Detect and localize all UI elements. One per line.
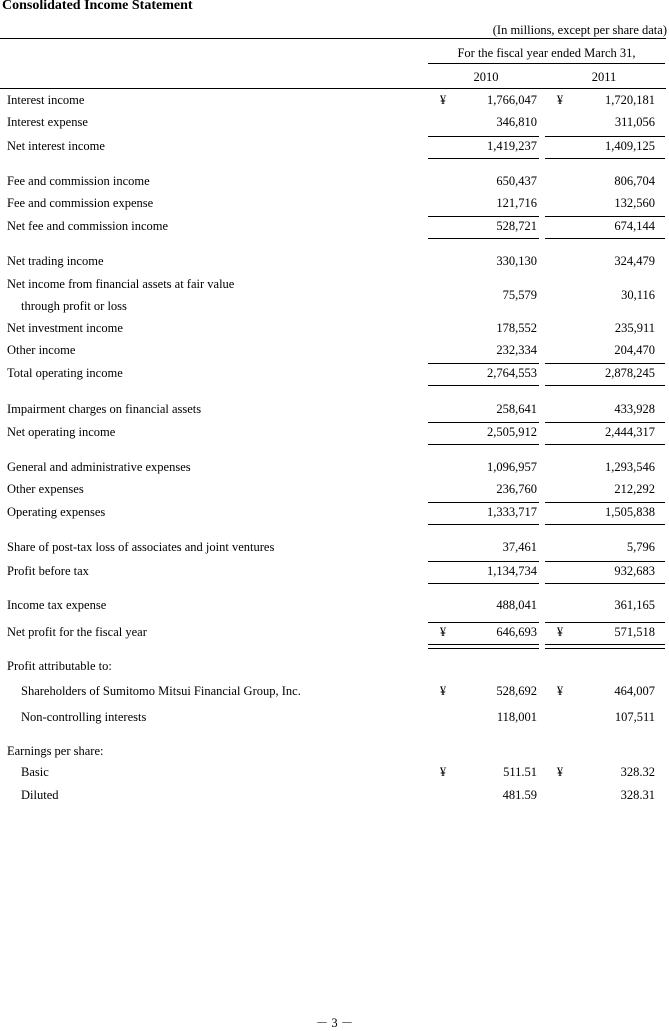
value-2010: 1,333,717 (487, 505, 537, 519)
row-label: Fee and commission expense (7, 196, 154, 210)
row-label: Net operating income (7, 425, 116, 439)
value-2010: 121,716 (496, 196, 537, 210)
value-2010: 1,096,957 (487, 460, 537, 474)
table-row (0, 219, 669, 239)
period-header: For the fiscal year ended March 31, (457, 46, 636, 60)
value-2011: 674,144 (614, 219, 655, 233)
value-2010: 258,641 (496, 402, 537, 416)
value-2011: 806,704 (614, 174, 655, 188)
yen-symbol: ¥ (439, 625, 447, 639)
yen-symbol: ¥ (556, 684, 564, 698)
page-number: － 3 － (315, 1016, 354, 1030)
row-label-continuation: through profit or loss (21, 299, 127, 313)
table-row (0, 788, 669, 808)
value-2011: 571,518 (614, 625, 655, 639)
value-2011: 2,878,245 (605, 366, 655, 380)
value-2010: 2,764,553 (487, 366, 537, 380)
subtotal-rule (428, 363, 539, 364)
row-label: Impairment charges on financial assets (7, 402, 202, 416)
subtotal-rule (428, 216, 539, 217)
subtotal-rule (545, 622, 665, 623)
value-2011: 132,560 (614, 196, 655, 210)
row-label: Profit attributable to: (7, 659, 112, 673)
table-row (0, 482, 669, 502)
value-2010: 330,130 (496, 254, 537, 268)
table-row (0, 564, 669, 584)
value-2010: 1,134,734 (487, 564, 537, 578)
total-rule (545, 583, 665, 584)
table-row (0, 505, 669, 525)
value-2010: 488,041 (496, 598, 537, 612)
table-row (0, 254, 669, 274)
value-2010: 232,334 (496, 343, 537, 357)
value-2011: 464,007 (614, 684, 655, 698)
table-row (0, 710, 669, 730)
value-2011: 324,479 (614, 254, 655, 268)
period-rule (428, 63, 665, 64)
table-row (0, 425, 669, 445)
row-label: Total operating income (7, 366, 123, 380)
table-row (0, 744, 669, 764)
table-row (0, 598, 669, 618)
table-row (0, 343, 669, 363)
row-label: General and administrative expenses (7, 460, 191, 474)
value-2011: 5,796 (626, 540, 655, 554)
value-2011: 1,720,181 (605, 93, 655, 107)
subtotal-rule (428, 502, 539, 503)
subtotal-rule (545, 363, 665, 364)
double-total-rule (428, 644, 539, 649)
yen-symbol: ¥ (439, 684, 447, 698)
value-2011: 204,470 (614, 343, 655, 357)
statement-title: Consolidated Income Statement (2, 0, 193, 13)
value-2011: 212,292 (614, 482, 655, 496)
table-row (0, 93, 669, 113)
value-2010: 1,766,047 (487, 93, 537, 107)
total-rule (428, 444, 539, 445)
year-rule (0, 88, 666, 89)
total-rule (545, 238, 665, 239)
subtotal-rule (545, 422, 665, 423)
row-label: Other expenses (7, 482, 84, 496)
subtotal-rule (545, 136, 665, 137)
subtotal-rule (428, 561, 539, 562)
row-label: Profit before tax (7, 564, 89, 578)
table-row (0, 196, 669, 216)
subtotal-rule (545, 502, 665, 503)
value-2011: 328.32 (620, 765, 655, 779)
table-row (0, 625, 669, 645)
row-label: Other income (7, 343, 76, 357)
row-label: Operating expenses (7, 505, 106, 519)
value-2010: 75,579 (502, 288, 537, 302)
row-label: Net income from financial assets at fair value (7, 277, 235, 291)
value-2010: 37,461 (502, 540, 537, 554)
total-rule (428, 524, 539, 525)
table-row (0, 659, 669, 679)
value-2010: 650,437 (496, 174, 537, 188)
total-rule (545, 385, 665, 386)
value-2011: 1,293,546 (605, 460, 655, 474)
value-2010: 511.51 (503, 765, 537, 779)
total-rule (545, 158, 665, 159)
value-2010: 1,419,237 (487, 139, 537, 153)
yen-symbol: ¥ (439, 93, 447, 107)
total-rule (428, 158, 539, 159)
value-2011: 30,116 (621, 288, 655, 302)
value-2011: 1,409,125 (605, 139, 655, 153)
value-2010: 236,760 (496, 482, 537, 496)
total-rule (545, 444, 665, 445)
double-total-rule (545, 644, 665, 649)
row-label: Basic (21, 765, 49, 779)
row-label: Net profit for the fiscal year (7, 625, 147, 639)
table-row (0, 684, 669, 704)
subtotal-rule (428, 136, 539, 137)
value-2010: 481.59 (502, 788, 537, 802)
value-2010: 118,001 (496, 710, 537, 724)
row-label: Net fee and commission income (7, 219, 169, 233)
table-row (0, 366, 669, 386)
table-row (0, 460, 669, 480)
value-2011: 932,683 (614, 564, 655, 578)
row-label: Income tax expense (7, 598, 107, 612)
subtotal-rule (428, 422, 539, 423)
yen-symbol: ¥ (556, 93, 564, 107)
row-label: Share of post-tax loss of associates and joint ventures (7, 540, 275, 554)
yen-symbol: ¥ (556, 765, 564, 779)
subtotal-rule (545, 561, 665, 562)
value-2010: 528,721 (496, 219, 537, 233)
value-2010: 346,810 (496, 115, 537, 129)
value-2010: 2,505,912 (487, 425, 537, 439)
row-label: Earnings per share: (7, 744, 104, 758)
value-2010: 178,552 (496, 321, 537, 335)
total-rule (545, 524, 665, 525)
table-row (0, 321, 669, 341)
table-row (0, 115, 669, 135)
value-2010: 528,692 (496, 684, 537, 698)
year-header-2010: 2010 (473, 70, 499, 84)
row-label: Interest income (7, 93, 85, 107)
yen-symbol: ¥ (556, 625, 564, 639)
row-label: Diluted (21, 788, 59, 802)
value-2011: 311,056 (614, 115, 655, 129)
value-2011: 1,505,838 (605, 505, 655, 519)
row-label: Net trading income (7, 254, 104, 268)
table-row (0, 540, 669, 560)
table-row (0, 277, 669, 313)
total-rule (428, 385, 539, 386)
year-header-2011: 2011 (591, 70, 617, 84)
value-2011: 2,444,317 (605, 425, 655, 439)
row-label: Interest expense (7, 115, 88, 129)
table-row (0, 174, 669, 194)
table-row (0, 402, 669, 422)
row-label: Non-controlling interests (21, 710, 147, 724)
row-label: Net investment income (7, 321, 123, 335)
value-2011: 107,511 (614, 710, 655, 724)
total-rule (428, 238, 539, 239)
table-row (0, 139, 669, 159)
value-2011: 328.31 (620, 788, 655, 802)
header-top-rule (0, 38, 666, 39)
subtotal-rule (428, 622, 539, 623)
value-2010: 646,693 (496, 625, 537, 639)
value-2011: 235,911 (614, 321, 655, 335)
table-row (0, 765, 669, 785)
units-note: (In millions, except per share data) (492, 23, 667, 37)
total-rule (428, 583, 539, 584)
value-2011: 361,165 (614, 598, 655, 612)
subtotal-rule (545, 216, 665, 217)
row-label: Fee and commission income (7, 174, 150, 188)
row-label: Shareholders of Sumitomo Mitsui Financial Group, Inc. (21, 684, 301, 698)
value-2011: 433,928 (614, 402, 655, 416)
row-label: Net interest income (7, 139, 105, 153)
yen-symbol: ¥ (439, 765, 447, 779)
